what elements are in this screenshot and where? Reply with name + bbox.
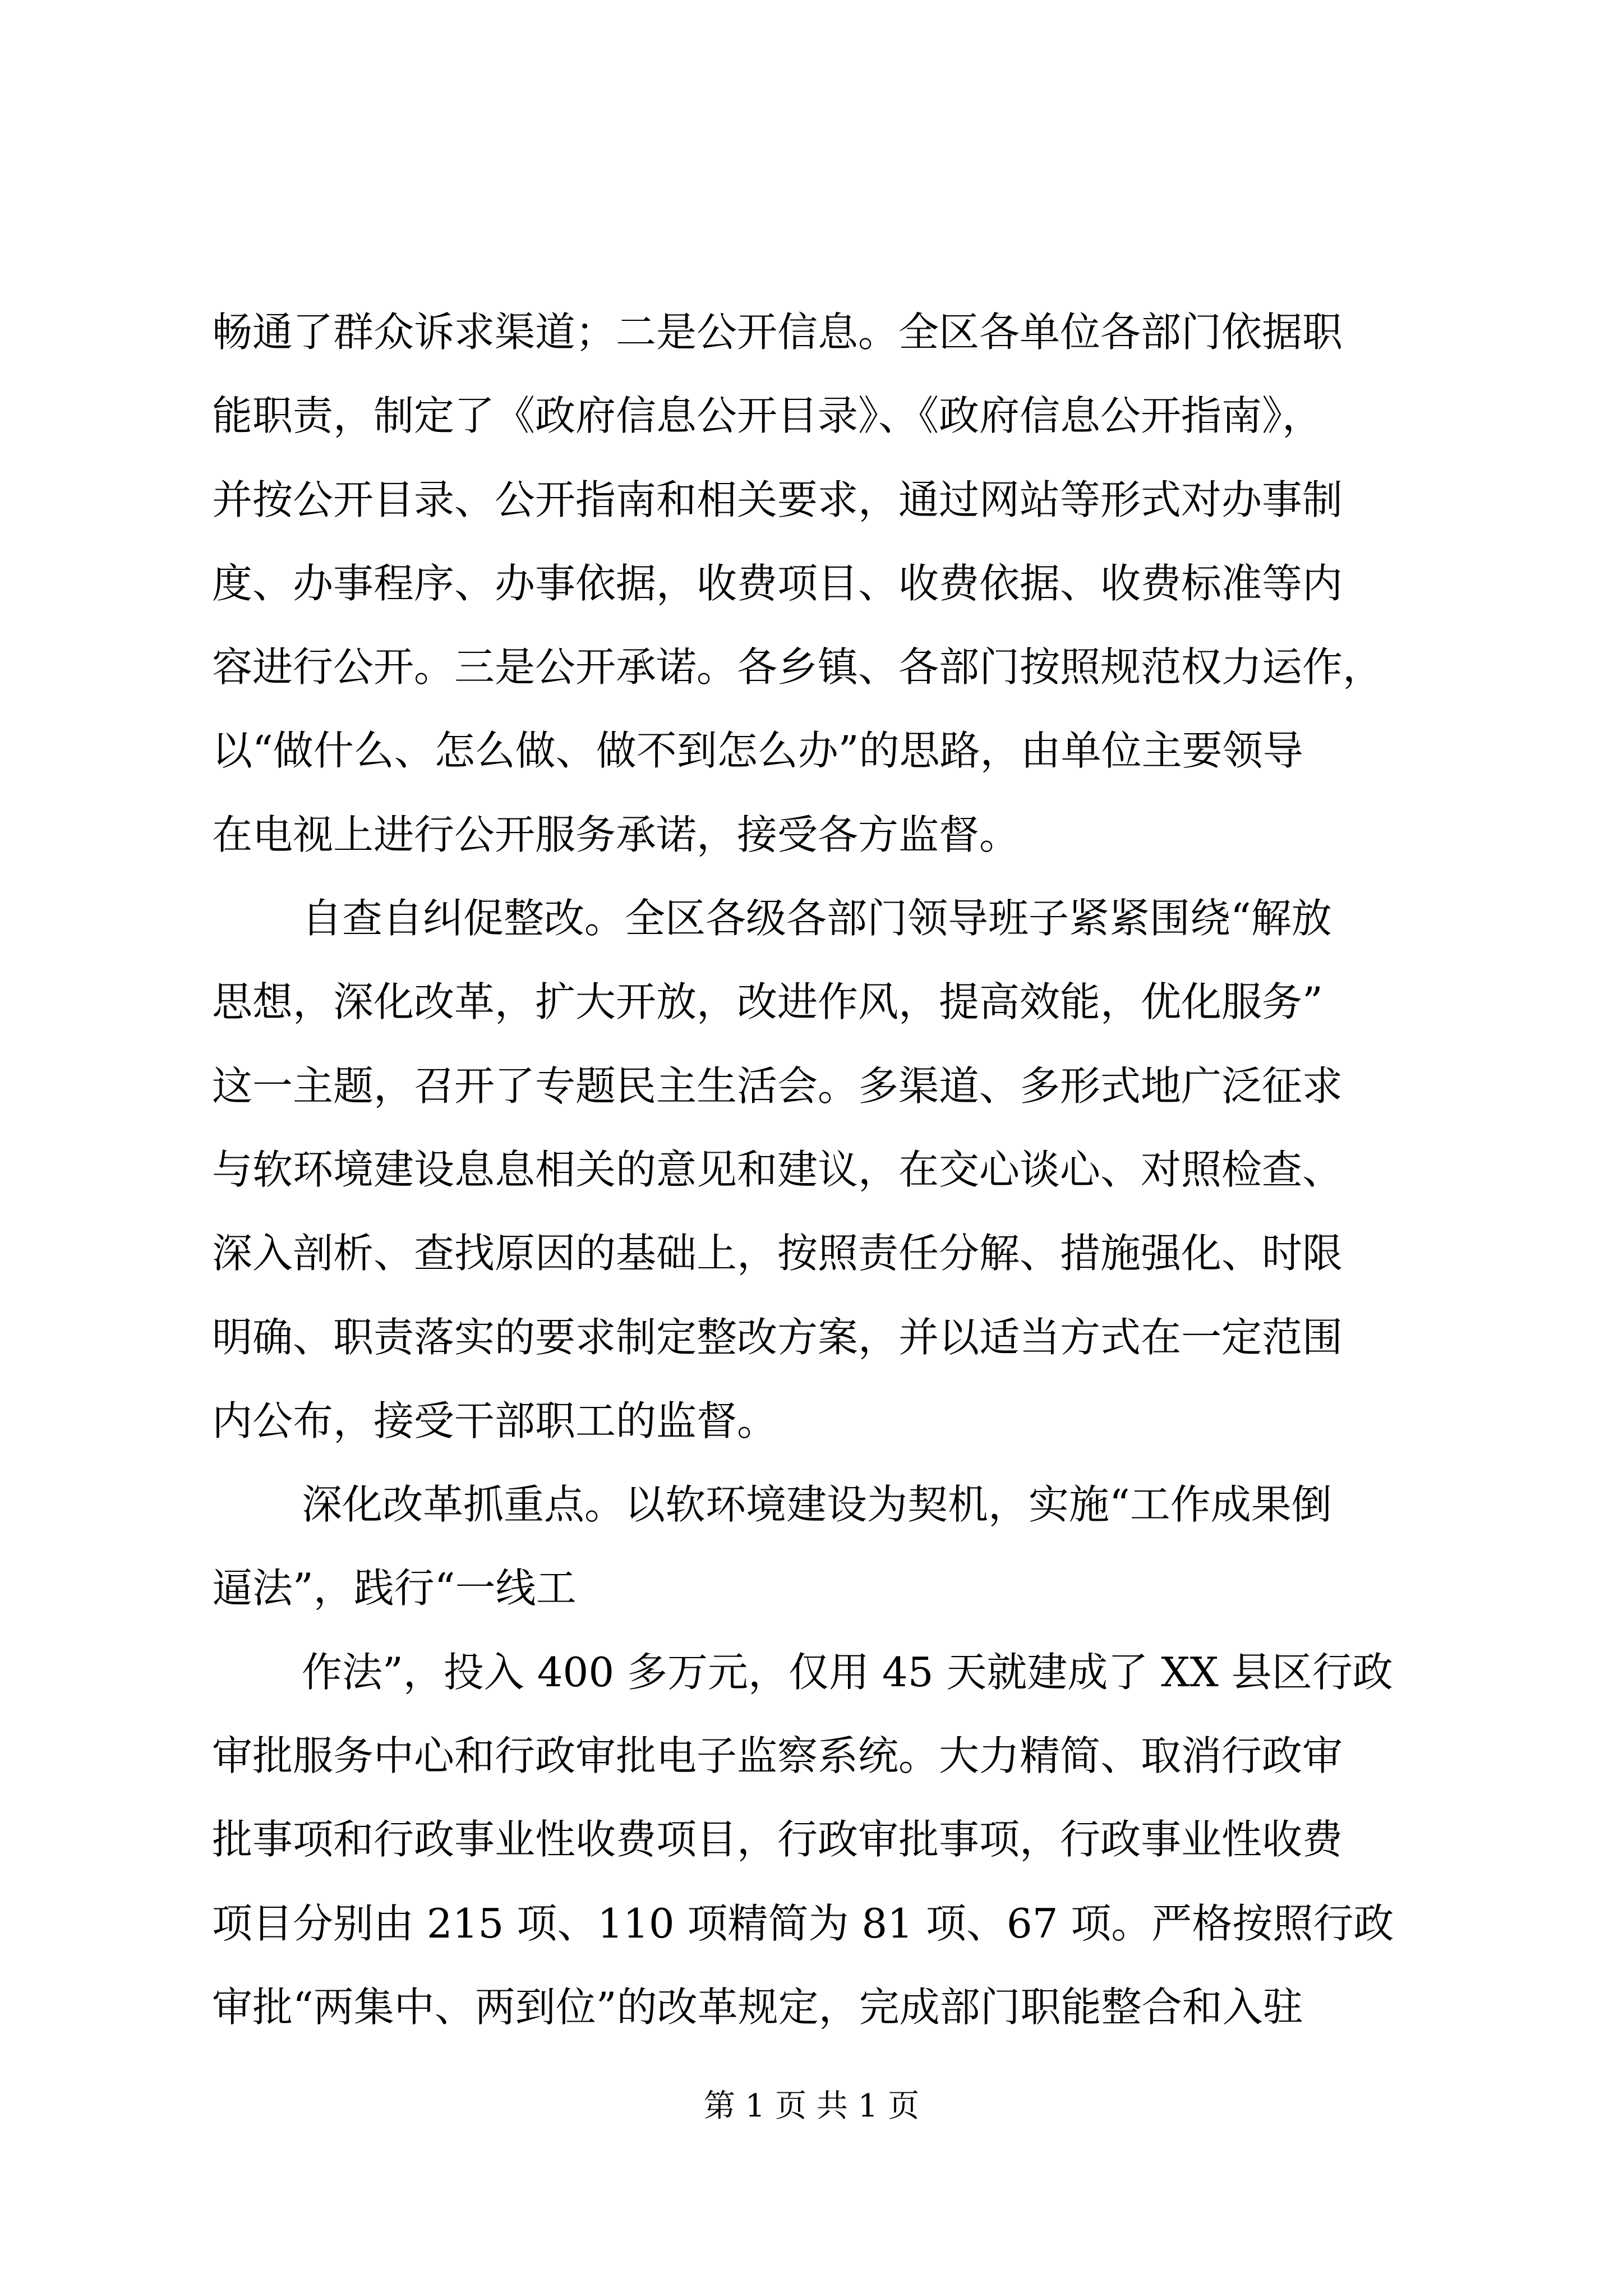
text-line: 审批服务中心和行政审批电子监察系统。大力精简、取消行政审: [212, 1732, 1343, 1780]
paragraph-start-line: 作法”，投入 400 多万元，仅用 45 天就建成了 XX 县区行政: [302, 1648, 1393, 1696]
text-line: 以“做什么、怎么做、做不到怎么办”的思路，由单位主要领导: [212, 727, 1303, 775]
text-line: 与软环境建设息息相关的意见和建议，在交心谈心、对照检查、: [212, 1145, 1343, 1193]
page-number-footer: 第 1 页 共 1 页: [703, 2088, 920, 2124]
text-line: 在电视上进行公开服务承诺，接受各方监督。: [212, 811, 1020, 858]
text-line: 逼法”，践行“一线工: [212, 1565, 577, 1612]
text-line: 深入剖析、查找原因的基础上，按照责任分解、措施强化、时限: [212, 1230, 1343, 1277]
text-line: 这一主题，召开了专题民主生活会。多渠道、多形式地广泛征求: [212, 1062, 1343, 1110]
paragraph-start-line: 深化改革抓重点。以软环境建设为契机，实施“工作成果倒: [302, 1481, 1332, 1529]
text-line: 批事项和行政事业性收费项目，行政审批事项，行政事业性收费: [212, 1816, 1343, 1864]
text-line: 并按公开目录、公开指南和相关要求，通过网站等形式对办事制: [212, 476, 1343, 523]
text-line: 能职责，制定了《政府信息公开目录》、《政府信息公开指南》，: [212, 392, 1323, 440]
paragraph-start-line: 自查自纠促整改。全区各级各部门领导班子紧紧围绕“解放: [302, 895, 1332, 942]
text-line: 审批“两集中、两到位”的改革规定，完成部门职能整合和入驻: [212, 1983, 1303, 2031]
text-line: 畅通了群众诉求渠道；二是公开信息。全区各单位各部门依据职: [212, 309, 1343, 356]
text-line: 思想，深化改革，扩大开放，改进作风，提高效能，优化服务”: [212, 978, 1323, 1026]
text-line: 内公布，接受干部职工的监督。: [212, 1397, 778, 1444]
text-line: 度、办事程序、办事依据，收费项目、收费依据、收费标准等内: [212, 559, 1343, 607]
text-line: 容进行公开。三是公开承诺。各乡镇、各部门按照规范权力运作，: [212, 643, 1384, 691]
text-line: 项目分别由 215 项、110 项精简为 81 项、67 项。严格按照行政: [212, 1899, 1394, 1947]
text-line: 明确、职责落实的要求制定整改方案，并以适当方式在一定范围: [212, 1313, 1343, 1361]
body-text: [212, 291, 1440, 2049]
